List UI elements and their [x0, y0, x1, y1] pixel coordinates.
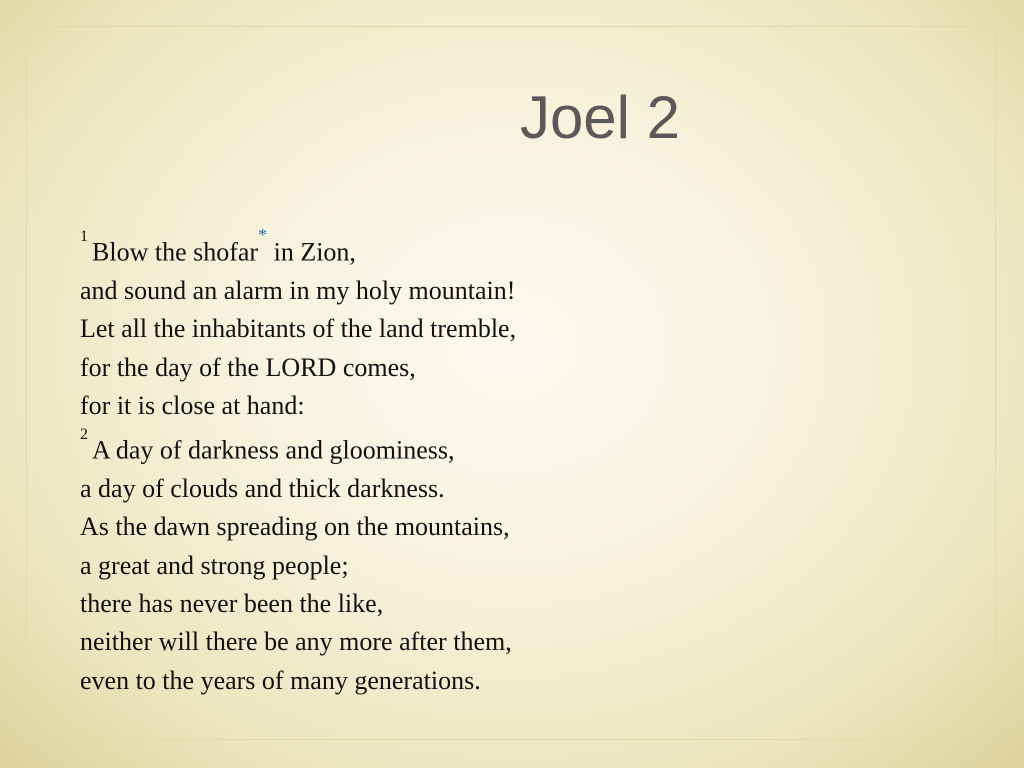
verse-line: and sound an alarm in my holy mountain! — [80, 276, 516, 306]
verse-line: a day of clouds and thick darkness. — [80, 473, 445, 503]
verse-number: 2 — [80, 425, 88, 443]
verse-text: Blow the shofar — [92, 237, 259, 267]
scripture-text — [80, 226, 960, 700]
verse-line: a great and strong people; — [80, 550, 349, 580]
verse-line: Let all the inhabitants of the land tremble, — [80, 314, 517, 344]
footnote-link[interactable]: * — [258, 225, 268, 245]
verse-line: there has never been the like, — [80, 588, 384, 618]
verse-line: neither will there be any more after them, — [80, 627, 512, 657]
verse-line: for the day of the LORD comes, — [80, 352, 416, 382]
slide-title-text: Joel 2 — [519, 84, 681, 151]
verse-text: A day of darkness and gloominess, — [92, 435, 455, 465]
slide-title — [0, 80, 1024, 156]
verse-line — [80, 426, 960, 470]
verse-text: in Zion, — [267, 237, 356, 267]
verse-line: As the dawn spreading on the mountains, — [80, 512, 510, 542]
verse-line: for it is close at hand: — [80, 391, 305, 421]
verse-number: 1 — [80, 228, 88, 245]
verse-line — [80, 226, 960, 272]
verse-line: even to the years of many generations. — [80, 665, 481, 695]
